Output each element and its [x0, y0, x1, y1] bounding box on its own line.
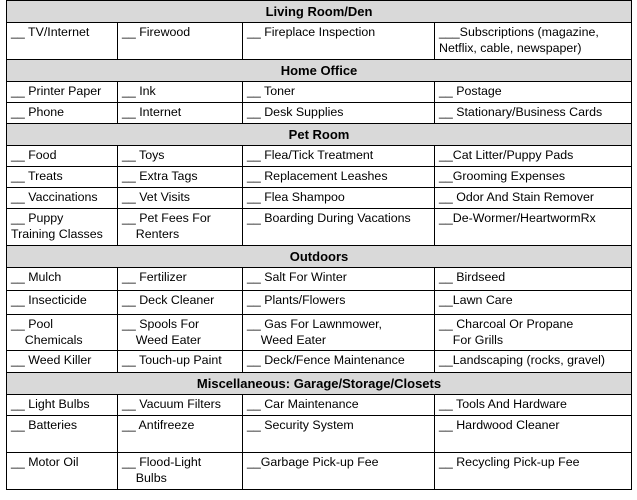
checklist-item: __ Touch-up Paint [118, 351, 243, 373]
checklist-row [7, 291, 632, 315]
checklist-item: __ Deck/Fence Maintenance [243, 351, 435, 373]
checklist-item: __ Plants/Flowers [243, 291, 435, 315]
checklist-item: __ Hardwood Cleaner [435, 416, 632, 453]
checklist-item: __ Antifreeze [118, 416, 243, 453]
checklist-item: ___Subscriptions (magazine, Netflix, cable, newspaper) [435, 23, 632, 60]
checklist-table [6, 0, 632, 490]
section-header-row [7, 1, 632, 23]
checklist-item: __Garbage Pick-up Fee [243, 453, 435, 490]
checklist-row [7, 351, 632, 373]
checklist-item: __ Pet Fees For Renters [118, 209, 243, 246]
section-header-row [7, 246, 632, 268]
checklist-item: __Lawn Care [435, 291, 632, 315]
checklist-item: __ Printer Paper [7, 82, 118, 103]
checklist-item: __ Tools And Hardware [435, 395, 632, 416]
section-title: Home Office [7, 60, 632, 82]
checklist-item: __ TV/Internet [7, 23, 118, 60]
checklist-row [7, 395, 632, 416]
checklist-row [7, 103, 632, 124]
section-header-row [7, 124, 632, 146]
checklist-item: __ Replacement Leashes [243, 167, 435, 188]
checklist-item: __ Treats [7, 167, 118, 188]
checklist-row [7, 416, 632, 453]
checklist-row [7, 167, 632, 188]
checklist-item: __ Food [7, 146, 118, 167]
checklist-item: __ Motor Oil [7, 453, 118, 490]
checklist-row [7, 188, 632, 209]
checklist-row [7, 268, 632, 291]
section-header-row [7, 373, 632, 395]
checklist-item: __ Toner [243, 82, 435, 103]
checklist-item: __ Flea/Tick Treatment [243, 146, 435, 167]
checklist-row [7, 453, 632, 490]
checklist-item: __ Postage [435, 82, 632, 103]
checklist-item: __ Ink [118, 82, 243, 103]
checklist-item: __ Weed Killer [7, 351, 118, 373]
checklist-item: __ Toys [118, 146, 243, 167]
checklist-item: __ Gas For Lawnmower, Weed Eater [243, 315, 435, 351]
checklist-item: __ Phone [7, 103, 118, 124]
checklist-row [7, 209, 632, 246]
checklist-item: __ Birdseed [435, 268, 632, 291]
checklist-item: __ Recycling Pick-up Fee [435, 453, 632, 490]
checklist-item: __ Flea Shampoo [243, 188, 435, 209]
checklist-item: __De-Wormer/HeartwormRx [435, 209, 632, 246]
checklist-item: __ Charcoal Or Propane For Grills [435, 315, 632, 351]
checklist-item: __ Deck Cleaner [118, 291, 243, 315]
checklist-item: __ Fertilizer [118, 268, 243, 291]
checklist-item: __ Internet [118, 103, 243, 124]
checklist-item: __ Batteries [7, 416, 118, 453]
checklist-item: __ Stationary/Business Cards [435, 103, 632, 124]
checklist-row [7, 23, 632, 60]
checklist-item: __ Boarding During Vacations [243, 209, 435, 246]
checklist-row [7, 146, 632, 167]
checklist-item: __ Mulch [7, 268, 118, 291]
checklist-item: __Cat Litter/Puppy Pads [435, 146, 632, 167]
checklist-item: __ Odor And Stain Remover [435, 188, 632, 209]
checklist-item: __ Firewood [118, 23, 243, 60]
section-title: Pet Room [7, 124, 632, 146]
checklist-body [7, 1, 632, 490]
checklist-item: __ Pool Chemicals [7, 315, 118, 351]
section-title: Living Room/Den [7, 1, 632, 23]
checklist-item: __Grooming Expenses [435, 167, 632, 188]
checklist-item: __ Car Maintenance [243, 395, 435, 416]
checklist-item: __ Salt For Winter [243, 268, 435, 291]
checklist-item: __ Light Bulbs [7, 395, 118, 416]
checklist-item: __ Spools For Weed Eater [118, 315, 243, 351]
checklist-item: __ Desk Supplies [243, 103, 435, 124]
section-title: Outdoors [7, 246, 632, 268]
checklist-item: __ Vet Visits [118, 188, 243, 209]
checklist-item: __ Security System [243, 416, 435, 453]
checklist-item: __ Vacuum Filters [118, 395, 243, 416]
checklist-item: __ Insecticide [7, 291, 118, 315]
checklist-item: __ Vaccinations [7, 188, 118, 209]
checklist-item: __ Flood-Light Bulbs [118, 453, 243, 490]
checklist-item: __ Extra Tags [118, 167, 243, 188]
checklist-row [7, 82, 632, 103]
section-header-row [7, 60, 632, 82]
checklist-item: __ Puppy Training Classes [7, 209, 118, 246]
checklist-item: __Landscaping (rocks, gravel) [435, 351, 632, 373]
checklist-item: __ Fireplace Inspection [243, 23, 435, 60]
checklist-row [7, 315, 632, 351]
section-title: Miscellaneous: Garage/Storage/Closets [7, 373, 632, 395]
